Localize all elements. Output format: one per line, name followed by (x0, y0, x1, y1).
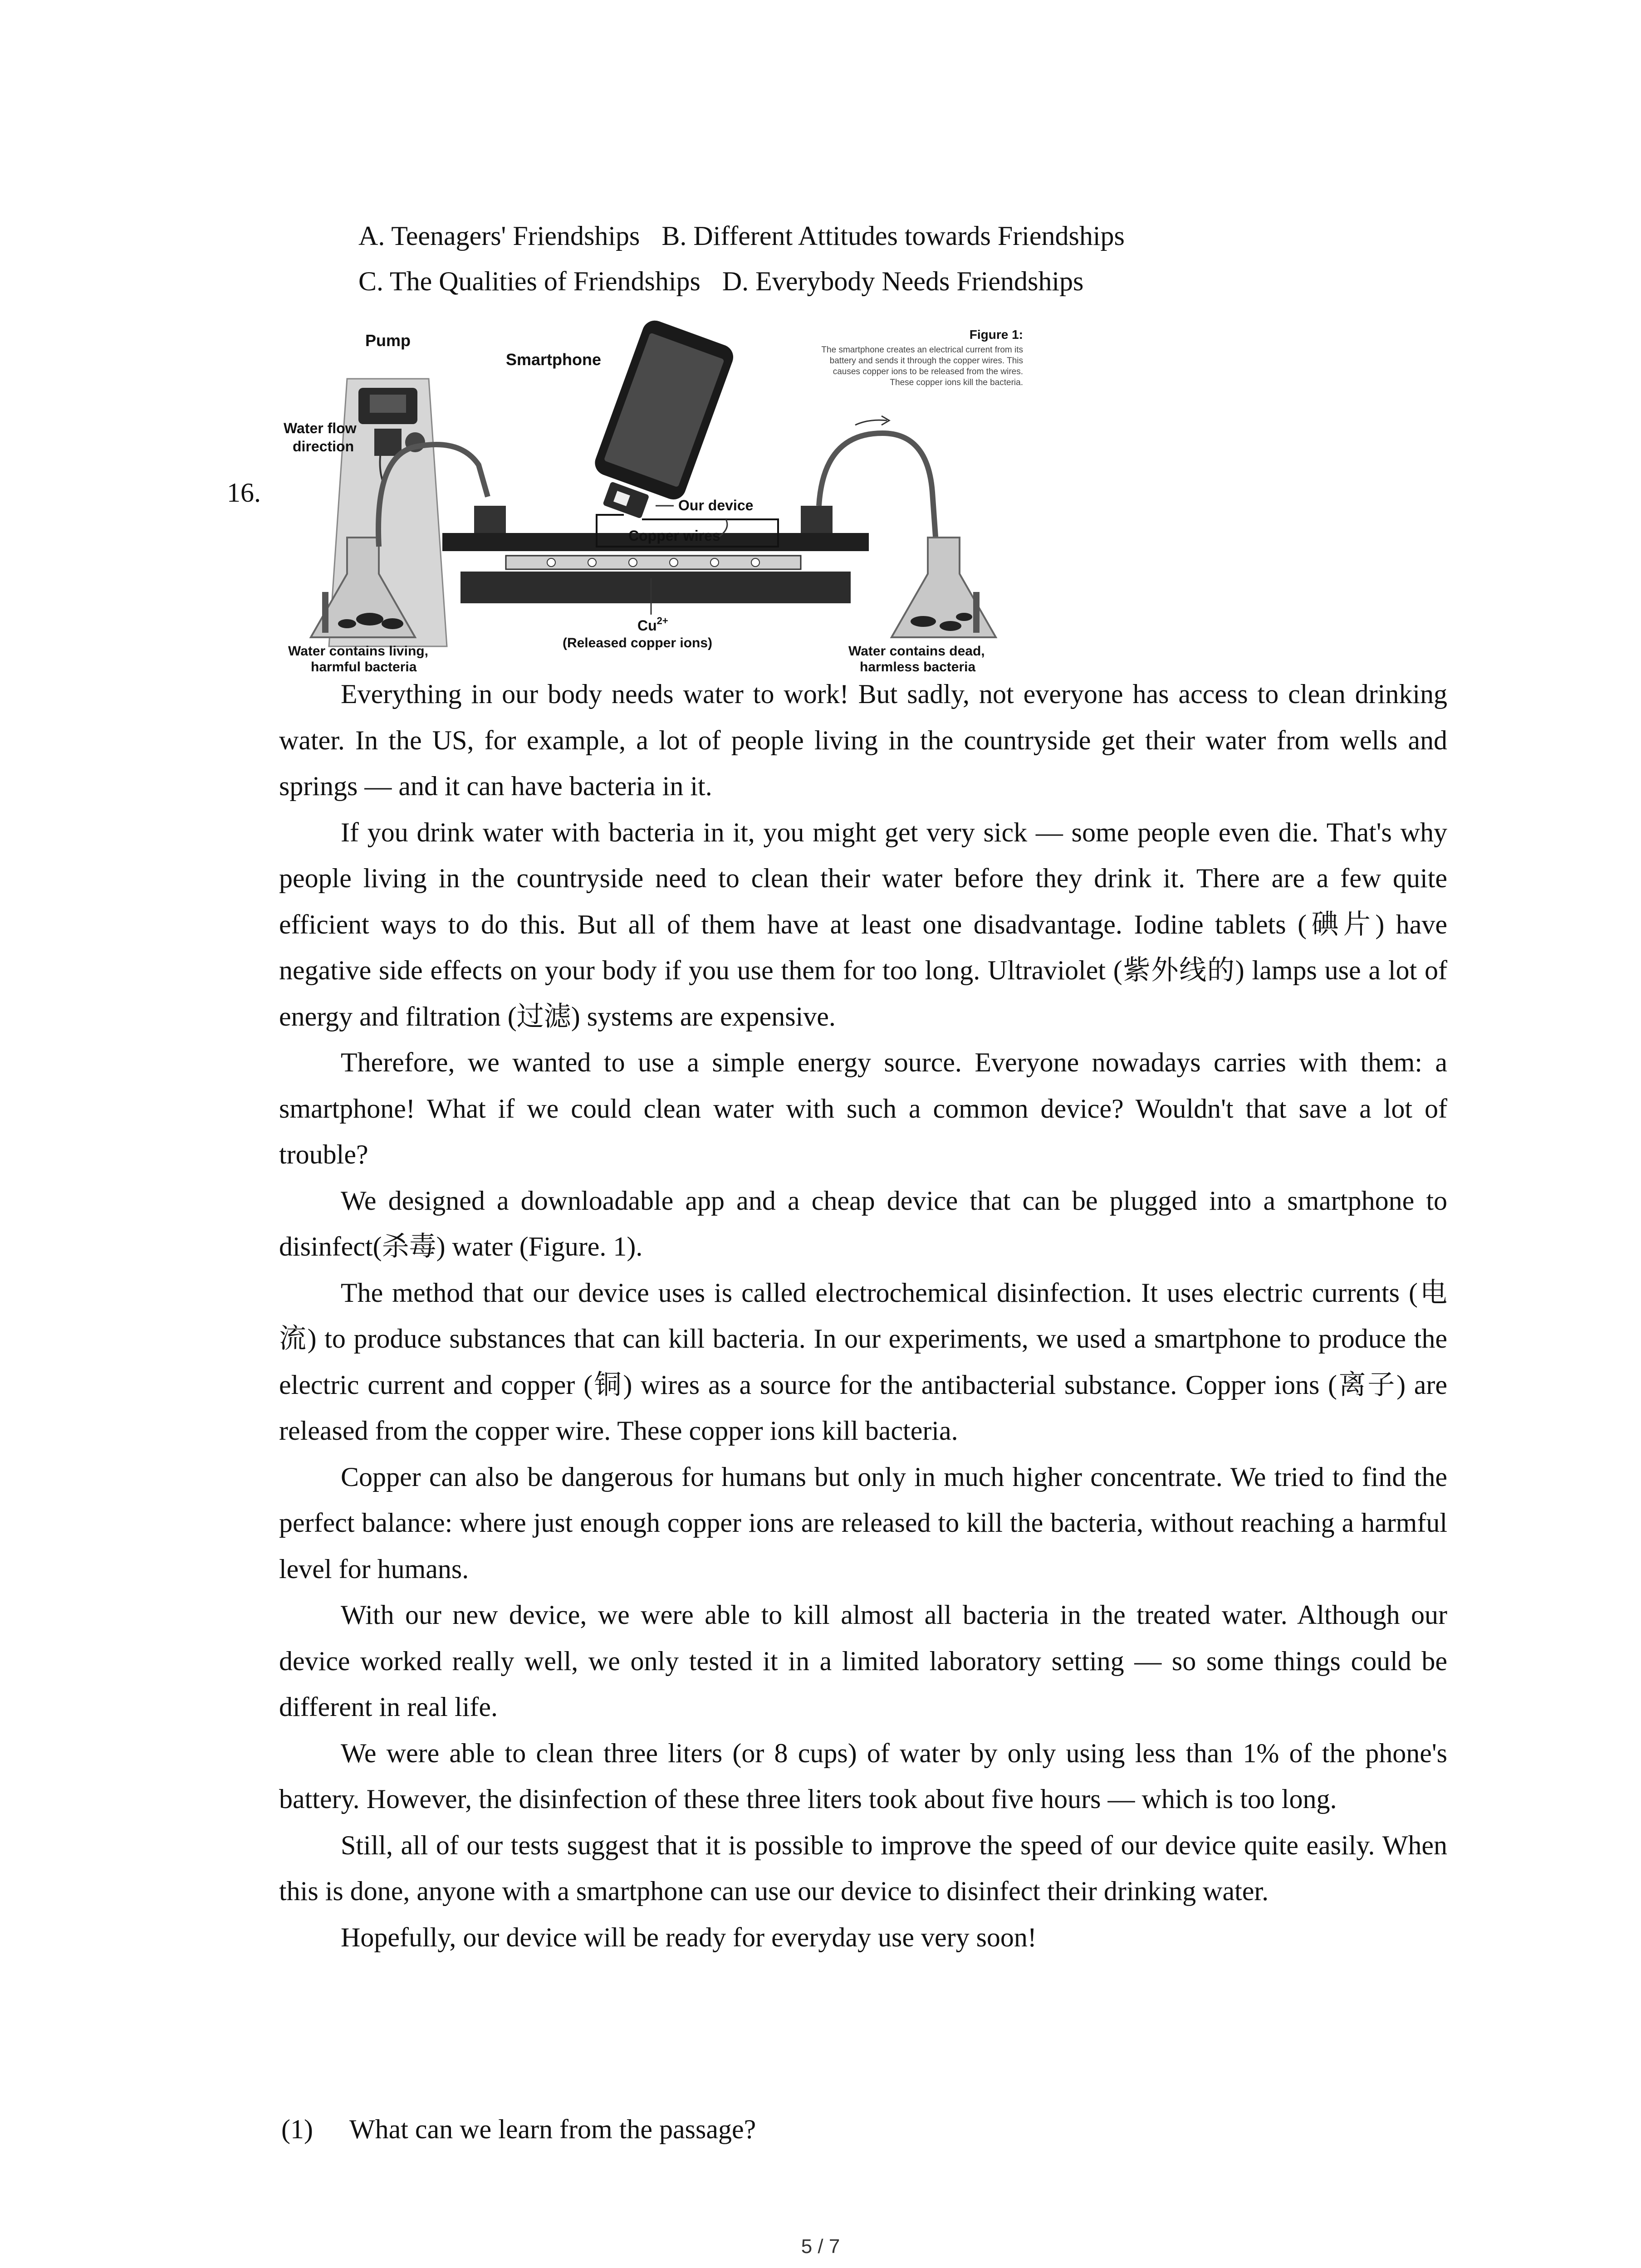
option-a: A. Teenagers' Friendships (358, 221, 640, 251)
sub-question (281, 2114, 756, 2145)
device-diagram (279, 320, 1028, 674)
passage-paragraph: If you drink water with bacteria in it, you might get very sick — some people even die. That's why people living in the countryside need to clean their water before they drink it. There are a few quite efficient ways to do this. But all of them have at least one disadvantage. Iodine tablets (碘片) have negative side effects on your body if you use them for too long. Ultraviolet (紫外线的) lamps use a lot of energy and filtration (过滤) systems are expensive. (279, 817, 1447, 1031)
sub-question-marker: (1) (281, 2114, 313, 2144)
option-d: D. Everybody Needs Friendships (722, 266, 1084, 296)
pump-label: Pump (365, 331, 411, 350)
passage-paragraph: The method that our device uses is called electrochemical disinfection. It uses electric currents (电流) to produce substances that can kill bacteria. In our experiments, we used a smartphone to produce the electric current and copper (铜) wires as a source for the antibacterial substance. Copper ions (离子) are released from the copper wire. These copper ions kill bacteria. (279, 1277, 1447, 1446)
right-flask-label-line1: Water contains dead, (848, 644, 985, 659)
left-flask-label-line1: Water contains living, (288, 644, 428, 659)
right-flask-label-line2: harmless bacteria (860, 660, 976, 674)
right-flask (892, 538, 996, 637)
released-ions-label: (Released copper ions) (562, 635, 713, 650)
passage-paragraph: Still, all of our tests suggest that it is possible to improve the speed of our device quite easily. When this is done, anyone with a smartphone can use our device to disinfect their drinking water. (279, 1830, 1447, 1906)
electrolysis-cell (442, 506, 869, 603)
smartphone (591, 320, 736, 503)
water-flow-label-line2: direction (293, 438, 354, 455)
option-c: C. The Qualities of Friendships (358, 266, 700, 296)
water-flow-label-line1: Water flow (284, 420, 357, 436)
passage-paragraph: Hopefully, our device will be ready for everyday use very soon! (341, 1922, 1037, 1952)
passage-paragraph: We were able to clean three liters (or 8 cups) of water by only using less than 1% of the phone's battery. However, the disinfection of these three liters took about five hours — which is too long. (279, 1738, 1447, 1814)
passage-paragraph: Therefore, we wanted to use a simple energy source. Everyone nowadays carries with them: a smartphone! What if we could clean water with such a common device? Wouldn't that save a lot of trouble? (279, 1047, 1447, 1169)
our-device-label: Our device (678, 497, 754, 513)
page-number: 5 / 7 (801, 2235, 840, 2258)
options-line-1 (358, 213, 1146, 259)
passage-paragraph: With our new device, we were able to kill almost all bacteria in the treated water. Although our device worked really well, we only tested it in a limited laboratory setting — so some things could be different in real life. (279, 1600, 1447, 1722)
smartphone-label: Smartphone (506, 350, 602, 369)
figure-caption-line: battery and sends it through the copper wires. This (829, 356, 1023, 366)
passage-paragraph: We designed a downloadable app and a cheap device that can be plugged into a smartphone to disinfect(杀毒) water (Figure. 1). (279, 1185, 1447, 1261)
left-flask-label-line2: harmful bacteria (311, 660, 417, 674)
question-number: 16. (227, 478, 261, 508)
passage-paragraph: Everything in our body needs water to work! But sadly, not everyone has access to clean drinking water. In the US, for example, a lot of people living in the countryside get their water from wells and springs — and it can have bacteria in it. (279, 679, 1447, 801)
reading-passage (279, 671, 1447, 1960)
figure-caption-line: These copper ions kill the bacteria. (890, 378, 1023, 387)
options-line-2 (358, 259, 1105, 304)
passage-paragraph: Copper can also be dangerous for humans but only in much higher concentrate. We tried to find the perfect balance: where just enough copper ions are released to kill the bacteria, without reaching a harmful level for humans. (279, 1461, 1447, 1584)
cu-label: $Cu^{2+}$ (637, 615, 668, 634)
figure-caption-line: causes copper ions to be released from the wires. (833, 367, 1023, 376)
sub-question-text: What can we learn from the passage? (349, 2114, 756, 2144)
figure-caption-title: Figure 1: (969, 327, 1023, 342)
copper-wires-label: Copper wires (628, 528, 720, 544)
option-b: B. Different Attitudes towards Friendships (661, 221, 1125, 251)
figure-caption-line: The smartphone creates an electrical current from its (821, 345, 1023, 355)
